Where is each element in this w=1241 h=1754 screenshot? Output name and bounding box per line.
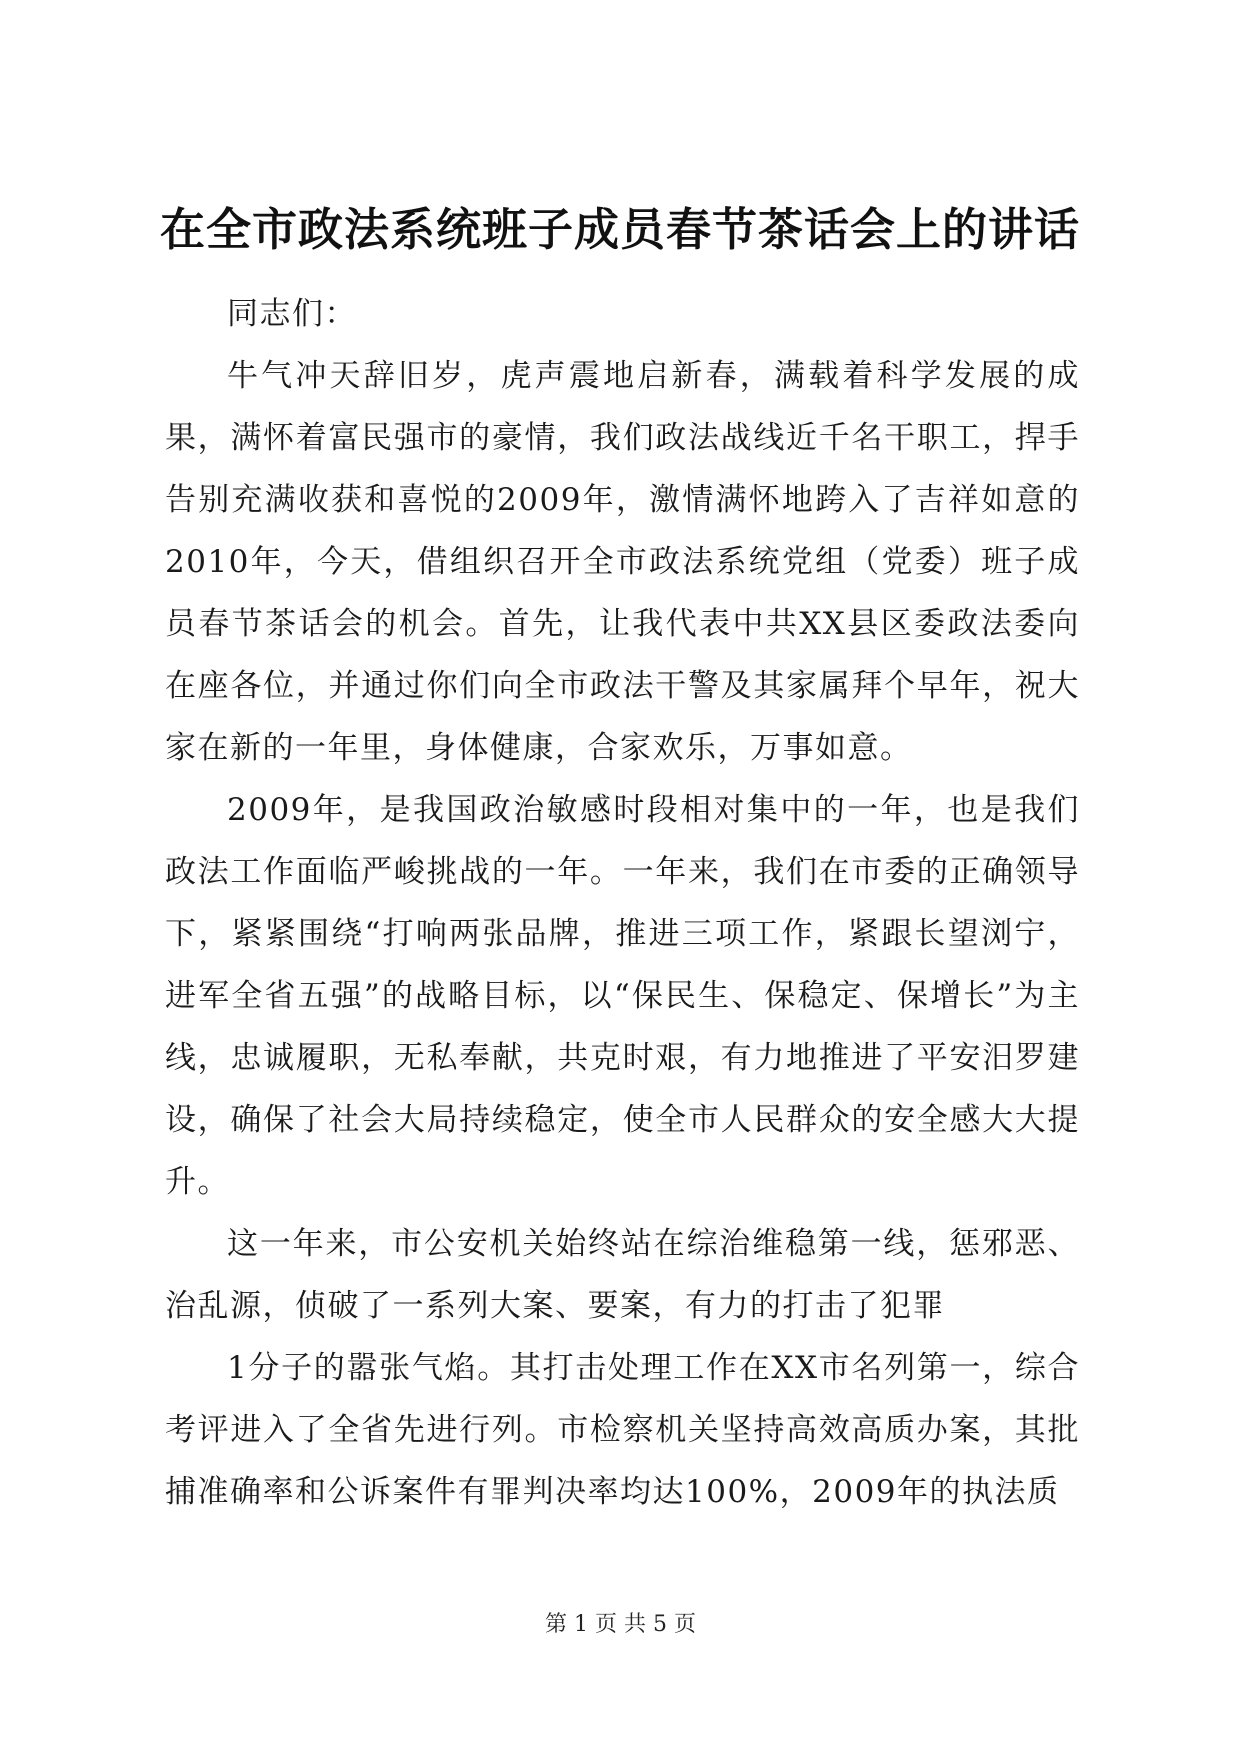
salutation: 同志们： [227,296,357,332]
paragraph-3: 这一年来，市公安机关始终站在综治维稳第一线，惩邪恶、治乱源，侦破了一系列大案、要案，有力的打击了犯罪 [165,1226,1080,1324]
paragraph-2: 2009年，是我国政治敏感时段相对集中的一年，也是我们政法工作面临严峻挑战的一年。一年来，我们在市委的正确领导下，紧紧围绕“打响两张品牌，推进三项工作，紧跟长望浏宁，进军全省五强”的战略目标，以“保民生、保稳定、保增长”为主线，忠诚履职，无私奉献，共克时艰，有力地推进了平安汨罗建设，确保了社会大局持续稳定，使全市人民群众的安全感大大提升。 [165,792,1080,1200]
paragraph-1: 牛气冲天辞旧岁，虎声震地启新春，满载着科学发展的成果，满怀着富民强市的豪情，我们政法战线近千名干职工，捍手告别充满收获和喜悦的2009年，激情满怀地跨入了吉祥如意的2010年，今天，借组织召开全市政法系统党组（党委）班子成员春节茶话会的机会。首先，让我代表中共XX县区委政法委向在座各位，并通过你们向全市政法干警及其家属拜个早年，祝大家在新的一年里，身体健康，合家欢乐，万事如意。 [165,358,1080,766]
paragraph-4: 1分子的嚣张气焰。其打击处理工作在XX市名列第一，综合考评进入了全省先进行列。市检察机关坚持高效高质办案，其批捕准确率和公诉案件有罪判决率均达100%，2009年的执法质 [165,1350,1080,1510]
document-title: 在全市政法系统班子成员春节茶话会上的讲话 [159,203,1080,256]
page-footer: 第 1 页 共 5 页 [545,1612,696,1637]
document-body [165,283,1080,1523]
